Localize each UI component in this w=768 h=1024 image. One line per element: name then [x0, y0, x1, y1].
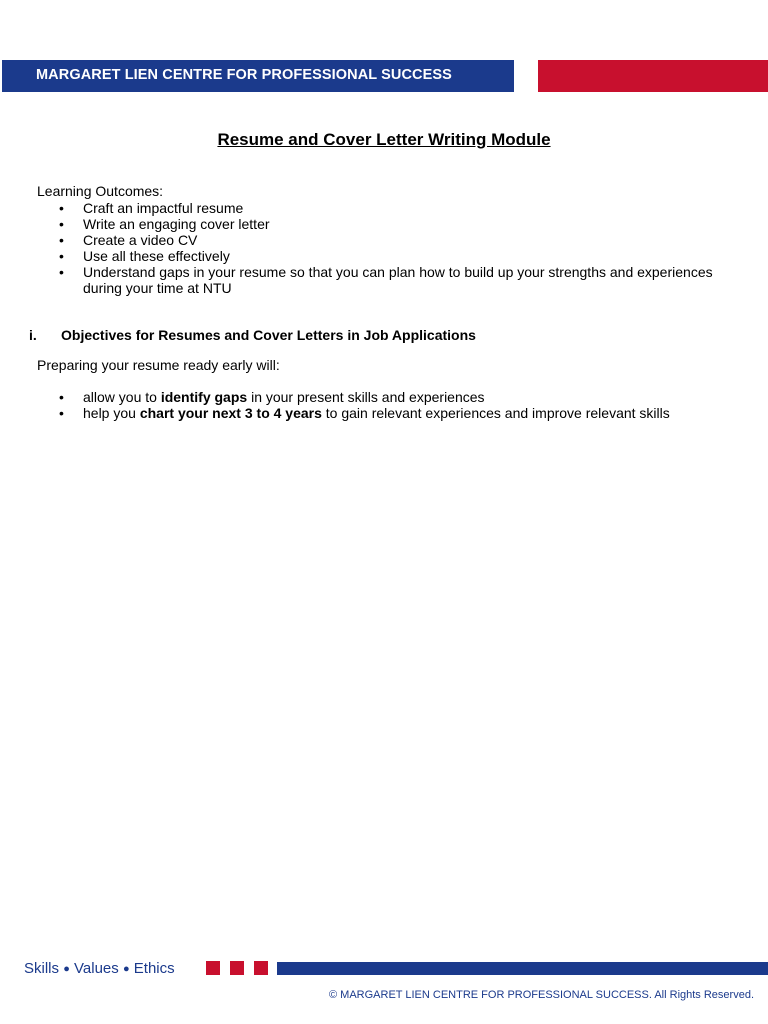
separator-dot-icon: ●: [122, 963, 130, 975]
learning-outcomes-heading: Learning Outcomes:: [37, 183, 164, 199]
bullet-icon: •: [59, 216, 64, 232]
separator-dot-icon: ●: [63, 963, 70, 975]
outcome-item: Craft an impactful resume: [83, 200, 244, 216]
red-square-icon: [254, 961, 268, 975]
objective-emphasis: chart your next 3 to 4 years: [139, 405, 322, 421]
outcome-item-continuation: during your time at NTU: [83, 280, 232, 296]
outcome-item: Use all these effectively: [83, 248, 230, 264]
bullet-icon: •: [59, 248, 64, 264]
red-square-icon: [230, 961, 244, 975]
header-banner: [2, 60, 514, 92]
tag-ethics: Ethics: [133, 960, 175, 977]
footer-bar: [277, 962, 768, 975]
objective-emphasis: identify gaps: [160, 389, 248, 405]
bullet-icon: •: [59, 200, 64, 216]
footer-tagline: [24, 960, 175, 977]
section-intro: Preparing your resume ready early will:: [37, 357, 280, 373]
tag-skills: Skills: [24, 960, 60, 977]
objective-item: allow you to identify gaps in your present skills and experiences: [83, 389, 485, 405]
outcome-item: Create a video CV: [83, 232, 198, 248]
red-square-icon: [206, 961, 220, 975]
outcome-item: Understand gaps in your resume so that you can plan how to build up your strengths and experiences: [83, 264, 713, 280]
section-number: i.: [29, 327, 37, 343]
org-name: MARGARET LIEN CENTRE FOR PROFESSIONAL SUCCESS: [36, 67, 452, 83]
tag-values: Values: [74, 960, 119, 977]
copyright-notice: © MARGARET LIEN CENTRE FOR PROFESSIONAL SUCCESS. All Rights Reserved.: [329, 989, 754, 1001]
bullet-icon: •: [59, 264, 64, 280]
header-accent-bar: [538, 60, 768, 92]
bullet-icon: •: [59, 405, 64, 421]
bullet-icon: •: [59, 232, 64, 248]
objective-item: help you chart your next 3 to 4 years to gain relevant experiences and improve relevant skills: [83, 405, 670, 421]
section-title: Objectives for Resumes and Cover Letters in Job Applications: [61, 327, 476, 343]
outcome-item: Write an engaging cover letter: [83, 216, 270, 232]
bullet-icon: •: [59, 389, 64, 405]
page-title: Resume and Cover Letter Writing Module: [217, 130, 551, 149]
